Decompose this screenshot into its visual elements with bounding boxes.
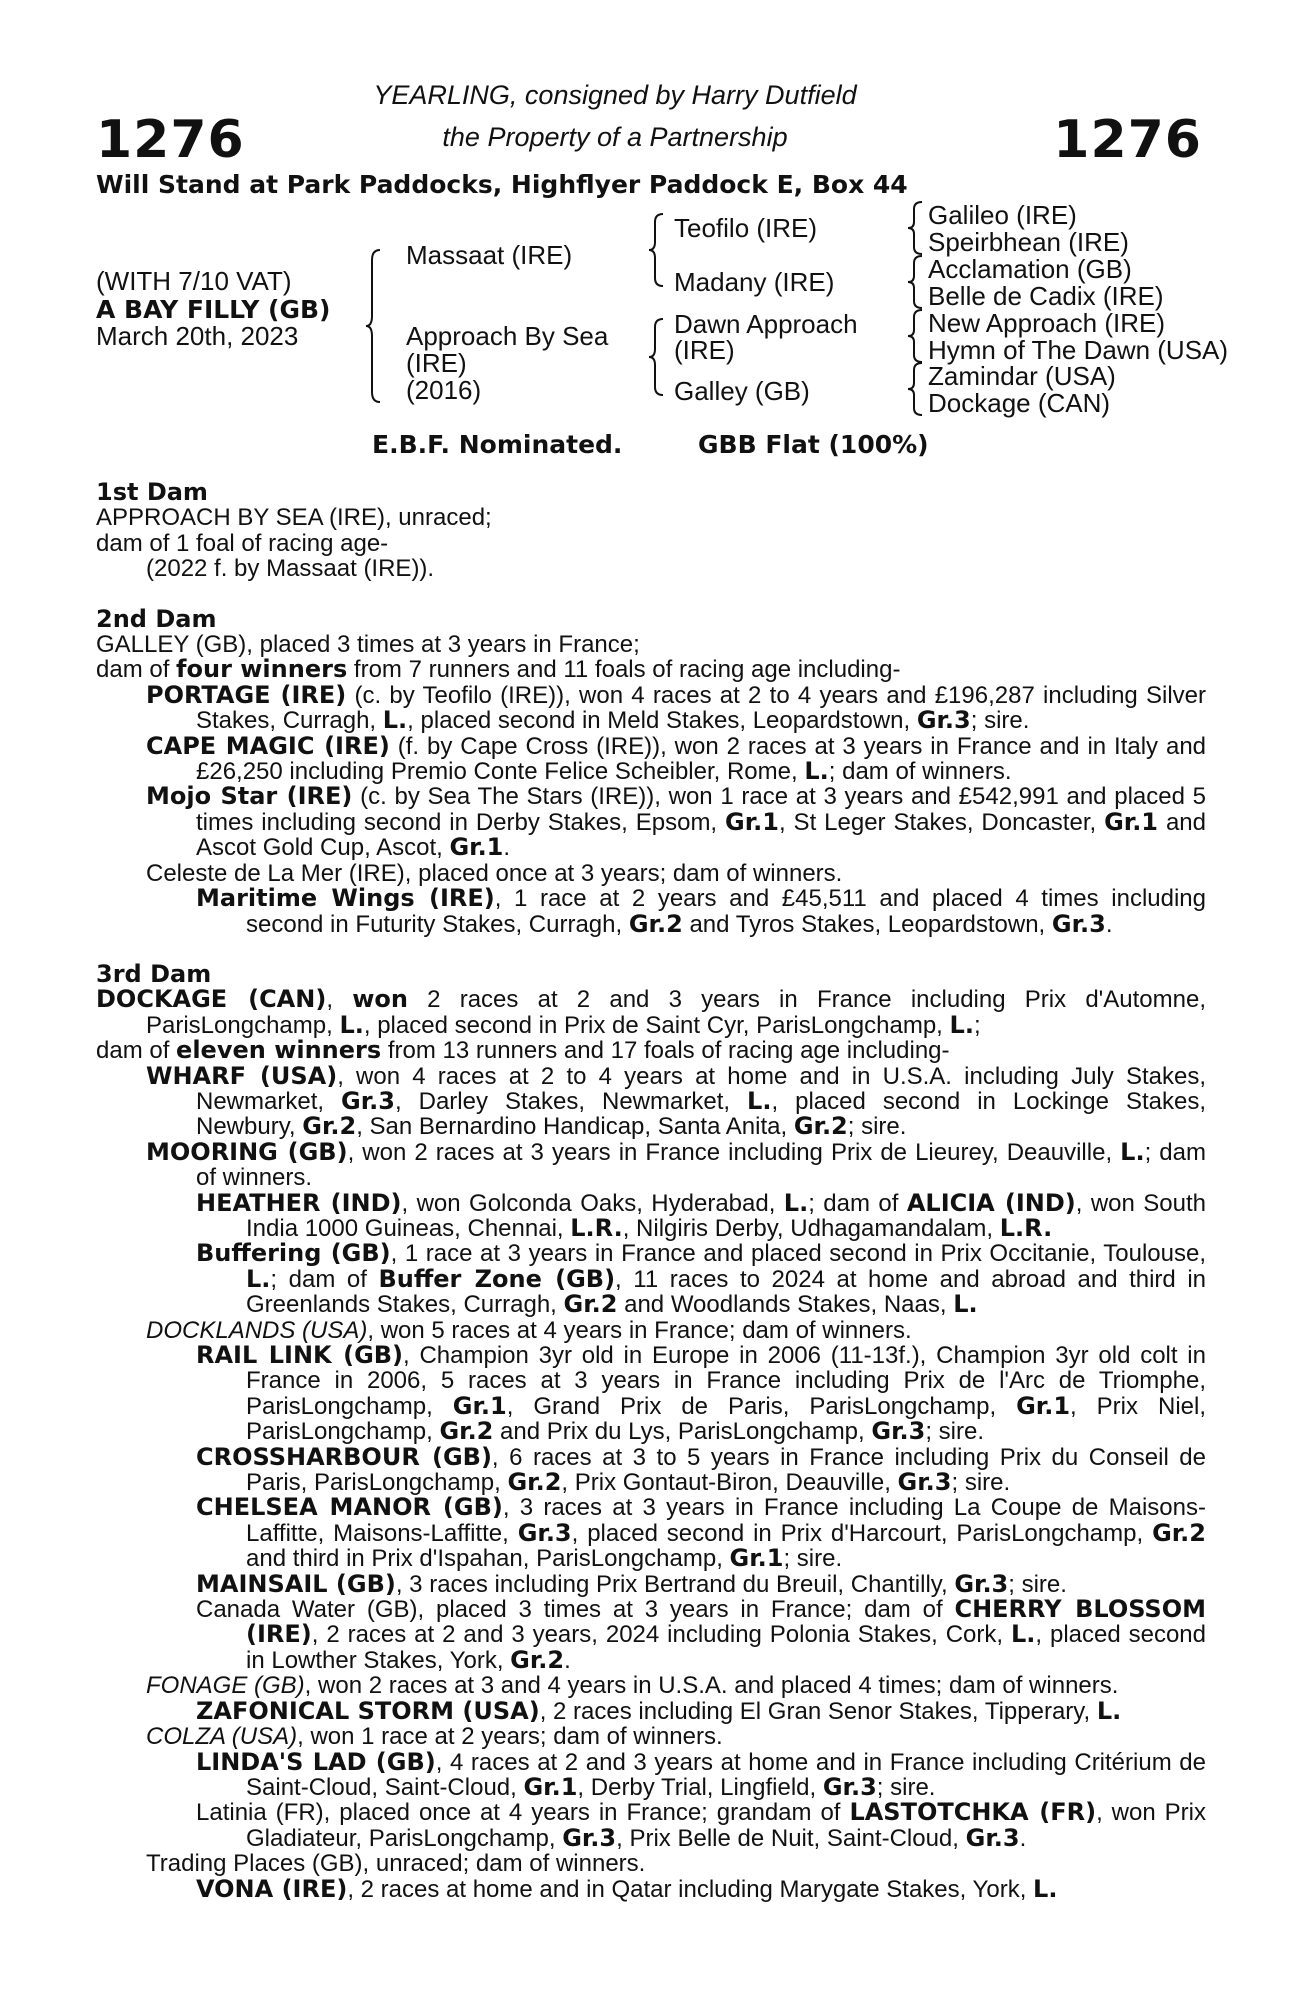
pedigree-entry [96, 987, 1206, 1038]
entry-text: , Nilgiris Derby, Udhagamandalam, [622, 1214, 1000, 1242]
entry-text: ; sire. [783, 1545, 843, 1573]
entry-text: , won South India 1000 Guineas, Chennai, [246, 1189, 1206, 1242]
bold-text: Gr.2 [628, 909, 683, 938]
italic-text: COLZA (USA) [146, 1723, 298, 1751]
bold-text: LINDA'S LAD (GB) [196, 1747, 436, 1776]
ebf-nomination: E.B.F. Nominated. [372, 430, 623, 459]
entry-text: dam of [96, 1037, 177, 1065]
bold-text: L. [1033, 1874, 1058, 1903]
entry-text: , 11 races to 2024 at home and abroad and third in Greenlands Stakes, Curragh, [246, 1265, 1207, 1319]
pedigree-sire-sire: Teofilo (IRE) [674, 213, 818, 243]
pedigree-dam-line-1: Approach By Sea [406, 321, 609, 351]
entry-text: Canada Water (GB), placed 3 times at 3 years in France; dam of [196, 1596, 955, 1624]
bold-text: Gr.2 [439, 1417, 494, 1446]
bold-text: Gr.1 [1016, 1391, 1071, 1420]
entry-text: , placed second in Prix d'Harcourt, ParisLongchamp, [571, 1519, 1153, 1547]
entry-text: ; dam of winners. [196, 1138, 1206, 1192]
pedigree-dam-line-2: (IRE) [406, 348, 467, 378]
entry-text: and Woodlands Stakes, Naas, [617, 1291, 954, 1319]
bold-text: L. [783, 1188, 809, 1217]
pedigree-entry [96, 1851, 1206, 1876]
entry-text: ; sire. [951, 1469, 1011, 1497]
bold-text: Gr.1 [523, 1772, 578, 1801]
entry-text: ; sire. [876, 1773, 936, 1801]
lot-number-left: 1276 [96, 110, 245, 170]
bold-text: CAPE MAGIC (IRE) [146, 731, 390, 760]
bold-text: Gr.3 [954, 1569, 1009, 1598]
entry-text: ; [973, 1011, 981, 1039]
bold-text: Gr.2 [507, 1468, 562, 1497]
bold-text: PORTAGE (IRE) [146, 680, 347, 709]
bold-text: L. [339, 1010, 364, 1039]
entry-text: ; sire. [970, 707, 1030, 735]
bold-text: ZAFONICAL STORM (USA) [196, 1696, 540, 1725]
pedigree-g3-2: Speirbhean (IRE) [928, 227, 1129, 257]
pedigree-entry [96, 1569, 1206, 1598]
bracket-sire-sire [910, 200, 930, 256]
entry-text: , 4 races at 2 and 3 years at home and in France including Critérium de Saint-Cloud, Saint-Cloud, [246, 1748, 1206, 1801]
entry-text: , 2 races at 2 and 3 years, 2024 including Polonia Stakes, Cork, [311, 1621, 1011, 1649]
pedigree-entry [96, 1061, 1206, 1141]
entry-text: , placed second in Lockinge Stakes, Newbury, [196, 1087, 1206, 1141]
pedigree-sire: Massaat (IRE) [406, 240, 573, 270]
pedigree-entry [96, 1495, 1206, 1571]
entry-text: dam of [96, 656, 177, 684]
entry-text: ; sire. [1008, 1570, 1067, 1598]
foaling-date: March 20th, 2023 [96, 321, 299, 351]
bracket-sire [651, 212, 671, 288]
bold-text: DOCKAGE (CAN) [96, 985, 327, 1014]
entry-text: , St Leger Stakes, Doncaster, [778, 808, 1105, 836]
italic-text: FONAGE (GB) [146, 1672, 305, 1700]
italic-text: DOCKLANDS (USA) [146, 1316, 368, 1344]
bold-text: won [352, 985, 408, 1014]
bold-text: Gr.3 [897, 1468, 952, 1497]
horse-name: A BAY FILLY (GB) [96, 295, 331, 324]
section-heading: 3rd Dam [96, 959, 212, 988]
entry-text: ; dam of winners. [828, 758, 1012, 786]
bold-text: Mojo Star (IRE) [146, 782, 353, 811]
bracket-dam-sire [910, 308, 930, 364]
entry-text: ; sire. [847, 1113, 907, 1141]
bold-text: Gr.1 [452, 1391, 507, 1420]
section-heading: 1st Dam [96, 478, 208, 506]
pedigree-entry [96, 886, 1206, 937]
entry-text: , Prix Belle de Nuit, Saint-Cloud, [616, 1824, 966, 1852]
bold-text: Gr.1 [725, 807, 779, 836]
pedigree-entry [96, 731, 1207, 786]
pedigree-g3-1: Galileo (IRE) [928, 200, 1077, 230]
bold-text: Gr.2 [563, 1290, 618, 1319]
pedigree-entry [96, 1800, 1206, 1851]
entry-text: Celeste de La Mer (IRE), placed once at 3 years; dam of winners. [146, 859, 843, 887]
pedigree-entry [96, 1188, 1206, 1242]
bold-text: Gr.3 [517, 1518, 572, 1547]
pedigree-dam-sire-line-2: (IRE) [674, 335, 735, 365]
pedigree-g3-3: Acclamation (GB) [928, 254, 1132, 284]
bold-text: Gr.1 [729, 1544, 784, 1573]
pedigree-entry [96, 861, 1206, 886]
bold-text: L. [1120, 1137, 1145, 1166]
consignment-line: YEARLING, consigned by Harry Dutfield [373, 80, 857, 110]
bold-text: Gr.3 [916, 706, 971, 735]
entry-text: , won 4 races at 2 to 4 years at home and in U.S.A. including July Stakes, Newmarket, [196, 1062, 1206, 1115]
bold-text: Gr.2 [1152, 1518, 1206, 1547]
entry-text: , San Bernardino Handicap, Santa Anita, [356, 1113, 794, 1141]
pedigree-entry [96, 657, 1206, 682]
entry-text: . [503, 834, 511, 862]
pedigree-dam-dam: Galley (GB) [674, 376, 810, 406]
entry-text: , 3 races at 3 years in France including La Coupe de Maisons-Laffitte, Maisons-Laffitte, [246, 1494, 1206, 1547]
entry-text: (2022 f. by Massaat (IRE)). [146, 555, 435, 583]
pedigree-dam-foaled: (2016) [406, 375, 482, 405]
entry-text: . [1105, 910, 1113, 938]
pedigree-entry [96, 505, 1206, 530]
bold-text: Gr.3 [822, 1772, 877, 1801]
entry-text: 2 races at 2 and 3 years in France including Prix d'Automne, ParisLongchamp, [146, 986, 1206, 1039]
bold-text: Buffering (GB) [196, 1239, 391, 1268]
bold-text: Gr.3 [1051, 909, 1106, 938]
bold-text: LASTOTCHKA (FR) [849, 1798, 1097, 1827]
pedigree-dam-sire-line-1: Dawn Approach [674, 309, 858, 339]
entry-text: , Derby Trial, Lingfield, [577, 1773, 823, 1801]
property-line: the Property of a Partnership [442, 122, 788, 152]
pedigree-entry [96, 1874, 1206, 1903]
pedigree-entry [96, 1724, 1206, 1749]
entry-text: , 1 race at 2 years and £45,511 and placed 4 times including second in Futurity Stakes, Curragh, [246, 885, 1206, 938]
pedigree-entry [96, 1038, 1206, 1063]
bold-text: CHELSEA MANOR (GB) [196, 1493, 503, 1522]
pedigree-entry [96, 1747, 1206, 1801]
bracket-generation-1 [368, 246, 388, 406]
entry-text: , won 5 races at 4 years in France; dam of winners. [367, 1316, 912, 1344]
entry-text: , won 2 races at 3 and 4 years in U.S.A. and placed 4 times; dam of winners. [304, 1672, 1119, 1700]
entry-text: and third in Prix d'Ispahan, ParisLongchamp, [246, 1545, 730, 1573]
bold-text: Buffer Zone (GB) [378, 1264, 616, 1293]
entry-text: , Champion 3yr old in Europe in 2006 (11-13f.), Champion 3yr old colt in France in 2006, 5 races at 3 years in France including Prix de l'Arc de Triomphe, ParisLongchamp, [246, 1342, 1206, 1420]
pedigree-g3-6: Hymn of The Dawn (USA) [928, 335, 1229, 365]
gbb-flat: GBB Flat (100%) [698, 430, 929, 459]
stabling-location: Will Stand at Park Paddocks, Highflyer Paddock E, Box 44 [96, 170, 908, 199]
entry-text: ; dam of [270, 1265, 379, 1293]
bold-text: Gr.1 [1104, 807, 1159, 836]
pedigree-entry [96, 1442, 1207, 1497]
pedigree-entry [96, 1137, 1206, 1192]
bold-text: Maritime Wings (IRE) [196, 884, 495, 913]
entry-text: Trading Places (GB), unraced; dam of winners. [146, 1850, 646, 1878]
bold-text: Gr.2 [793, 1112, 848, 1141]
entry-text: , won 1 race at 2 years; dam of winners. [297, 1723, 723, 1751]
entry-text: (f. by Cape Cross (IRE)), won 2 races at 3 years in France and in Italy and £26,250 including Premio Conte Felice Scheibler, Rome, [196, 732, 1207, 786]
entry-text: , won Prix Gladiateur, ParisLongchamp, [246, 1799, 1206, 1852]
bold-text: HEATHER (IND) [196, 1188, 402, 1217]
entry-text: , 6 races at 3 to 5 years in France including Prix du Conseil de Paris, ParisLongchamp, [246, 1443, 1207, 1497]
pedigree-g3-5: New Approach (IRE) [928, 308, 1165, 338]
pedigree-entry [96, 1673, 1206, 1698]
pedigree-entry [96, 1241, 1206, 1317]
entry-text: ; sire. [925, 1418, 984, 1446]
bold-text: Gr.1 [449, 833, 504, 862]
entry-text: , Prix Gontaut-Biron, Deauville, [561, 1469, 898, 1497]
bold-text: MOORING (GB) [146, 1137, 348, 1166]
entry-text: , 2 races at home and in Qatar including Marygate Stakes, York, [347, 1875, 1034, 1903]
bold-text: L. [747, 1086, 772, 1115]
pedigree-g3-8: Dockage (CAN) [928, 388, 1111, 418]
pedigree-entry [96, 1696, 1206, 1725]
entry-text: , placed second in Meld Stakes, Leopardstown, [407, 707, 917, 735]
entry-text: APPROACH BY SEA (IRE), unraced; [96, 504, 492, 532]
pedigree-entry [96, 784, 1206, 860]
entry-text: , placed second in Lowther Stakes, York, [246, 1621, 1206, 1674]
pedigree-entry [96, 556, 1206, 581]
entry-text: , 2 races including El Gran Senor Stakes, Tipperary, [539, 1697, 1097, 1725]
bold-text: L.R. [570, 1213, 623, 1242]
bold-text: Gr.3 [341, 1086, 395, 1115]
bracket-sire-dam [910, 254, 930, 310]
pedigree-entry [96, 1318, 1206, 1343]
entry-text: , placed second in Prix de Saint Cyr, ParisLongchamp, [363, 1011, 950, 1039]
bold-text: L. [246, 1264, 271, 1293]
bold-text: MAINSAIL (GB) [196, 1569, 396, 1598]
pedigree-entry [96, 1597, 1206, 1673]
entry-text: and Ascot Gold Cup, Ascot, [196, 808, 1206, 862]
bold-text: L. [804, 757, 829, 786]
entry-text: from 13 runners and 17 foals of racing age including- [381, 1037, 950, 1065]
entry-text: , [326, 986, 353, 1014]
entry-text: from 7 runners and 11 foals of racing age including- [347, 656, 901, 684]
vat-note: (WITH 7/10 VAT) [96, 266, 292, 296]
bold-text: four winners [176, 655, 348, 684]
entry-text: Latinia (FR), placed once at 4 years in France; grandam of [196, 1799, 850, 1827]
bold-text: L. [953, 1290, 978, 1319]
pedigree-g3-7: Zamindar (USA) [928, 361, 1116, 391]
entry-text: , won Golconda Oaks, Hyderabad, [401, 1189, 784, 1217]
entry-text: dam of 1 foal of racing age- [96, 529, 389, 557]
pedigree-sire-dam: Madany (IRE) [674, 267, 835, 297]
bold-text: CHERRY BLOSSOM (IRE) [246, 1595, 1206, 1649]
bold-text: Gr.2 [510, 1645, 565, 1674]
section-heading: 2nd Dam [96, 604, 217, 633]
bold-text: ALICIA (IND) [906, 1188, 1076, 1217]
bold-text: VONA (IRE) [196, 1874, 348, 1903]
bold-text: Gr.3 [871, 1417, 926, 1446]
bold-text: L. [1096, 1696, 1122, 1725]
pedigree-entry [96, 531, 1206, 556]
entry-text: (c. by Sea The Stars (IRE)), won 1 race at 3 years and £542,991 and placed 5 times including second in Derby Stakes, Epsom, [196, 783, 1207, 836]
entry-text: . [564, 1646, 571, 1674]
bold-text: Gr.3 [965, 1823, 1020, 1852]
entry-text: and Tyros Stakes, Leopardstown, [682, 910, 1052, 938]
bold-text: L. [1010, 1620, 1036, 1649]
bold-text: WHARF (USA) [146, 1061, 338, 1090]
entry-text: GALLEY (GB), placed 3 times at 3 years in France; [96, 631, 640, 659]
pedigree-entry [96, 680, 1207, 735]
bracket-dam-dam [910, 361, 930, 417]
bold-text: L. [949, 1010, 974, 1039]
bold-text: Gr.2 [302, 1112, 357, 1141]
lot-number-right: 1276 [1053, 110, 1202, 170]
entry-text: (c. by Teofilo (IRE)), won 4 races at 2 to 4 years and £196,287 including Silver Stakes, Curragh, [196, 681, 1207, 735]
entry-text: , won 2 races at 3 years in France including Prix de Lieurey, Deauville, [347, 1138, 1121, 1166]
entry-text: , 1 race at 3 years in France and placed second in Prix Occitanie, Toulouse, [390, 1240, 1206, 1268]
bold-text: RAIL LINK (GB) [196, 1341, 404, 1369]
bold-text: eleven winners [176, 1036, 382, 1065]
entry-text: , Grand Prix de Paris, ParisLongchamp, [506, 1392, 1017, 1420]
bold-text: L. [382, 706, 408, 735]
catalogue-page-body [96, 480, 1206, 1902]
pedigree-g3-4: Belle de Cadix (IRE) [928, 281, 1164, 311]
entry-text: ; dam of [808, 1189, 907, 1217]
entry-text: , 3 races including Prix Bertrand du Breuil, Chantilly, [395, 1570, 955, 1598]
entry-text: , Prix Niel, ParisLongchamp, [246, 1392, 1206, 1446]
bold-text: CROSSHARBOUR (GB) [196, 1442, 492, 1471]
entry-text: and Prix du Lys, ParisLongchamp, [493, 1418, 872, 1446]
pedigree-entry [96, 1343, 1206, 1445]
bold-text: Gr.3 [562, 1823, 617, 1852]
bold-text: L.R. [999, 1213, 1053, 1242]
entry-text: , Darley Stakes, Newmarket, [394, 1087, 748, 1115]
pedigree-entry [96, 632, 1206, 657]
entry-text: . [1019, 1824, 1027, 1852]
bracket-dam [651, 317, 671, 397]
